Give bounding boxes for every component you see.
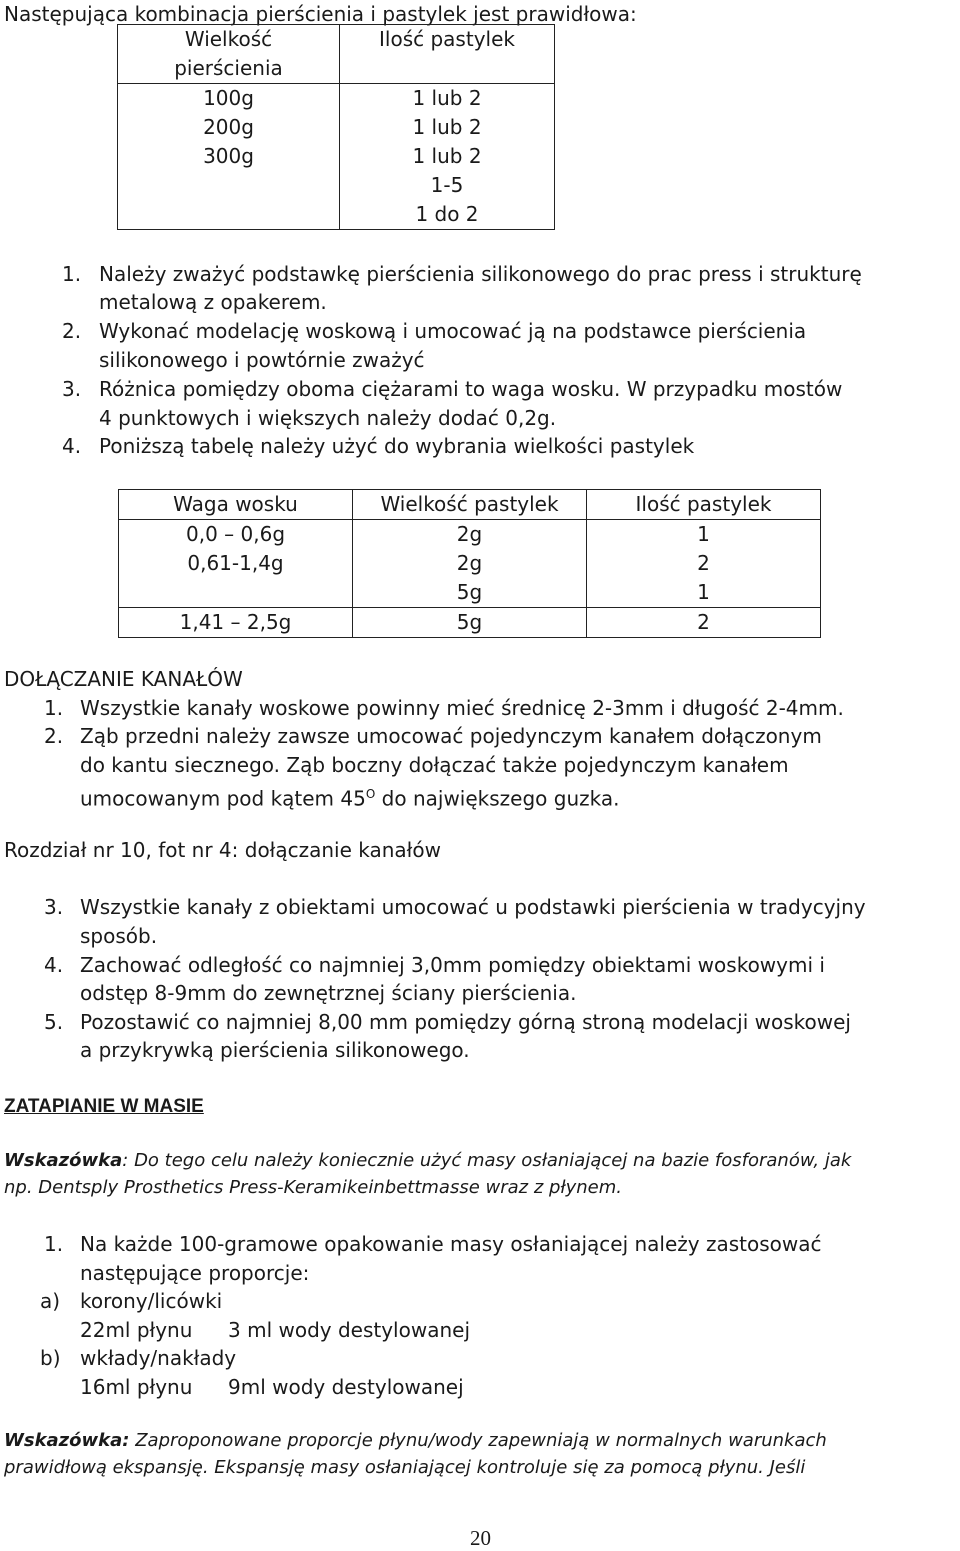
- step-number: 2.: [44, 724, 64, 748]
- step-text: do największego guzka.: [375, 786, 620, 811]
- wax-weight-table: [118, 489, 821, 638]
- table-header: pierścienia: [174, 56, 283, 80]
- step-text: 4 punktowych i większych należy dodać 0,2g.: [99, 406, 557, 430]
- ring-pellet-table: [117, 24, 555, 230]
- empty-line: [119, 578, 352, 607]
- step-text: Wszystkie kanały z obiektami umocować u podstawki pierścienia w tradycyjny: [80, 895, 866, 919]
- ring-size-values: [118, 84, 340, 230]
- section-heading: DOŁĄCZANIE KANAŁÓW: [4, 667, 243, 691]
- table-header-cell: [353, 490, 587, 520]
- table-header: Ilość pastylek: [379, 27, 515, 51]
- pellet-size: 2g: [456, 522, 483, 546]
- table-cell: 1-5: [430, 173, 464, 197]
- ring-size-cell: [118, 25, 340, 84]
- table-cell: 300g: [203, 144, 254, 168]
- table-cell: 1 lub 2: [412, 115, 482, 139]
- table-cell: [119, 608, 353, 638]
- wax-weight: 1,41 – 2,5g: [179, 610, 292, 634]
- pellet-size: 5g: [456, 580, 483, 604]
- section-heading-investing: ZATAPIANIE W MASIE: [4, 1096, 204, 1117]
- step-text: następujące proporcje:: [80, 1261, 310, 1285]
- table-header: Ilość pastylek: [635, 492, 772, 516]
- pellet-size: 2g: [456, 551, 483, 575]
- tip-label: Wskazówka: [4, 1150, 123, 1171]
- step-text: Na każde 100-gramowe opakowanie masy osłaniającej należy zastosować: [80, 1232, 822, 1256]
- step-text: umocowanym pod kątem 45: [80, 786, 366, 811]
- degree-symbol: O: [365, 787, 376, 801]
- step-number: 3.: [44, 895, 64, 919]
- table-cell: [353, 520, 587, 608]
- step-number: 5.: [44, 1010, 64, 1034]
- tip-line: [4, 1427, 827, 1455]
- water-amount: 3 ml wody destylowanej: [228, 1318, 471, 1342]
- tip-text: : Do tego celu należy koniecznie użyć masy osłaniającej na bazie fosforanów, jak: [122, 1150, 852, 1171]
- step-number: 1.: [62, 262, 82, 286]
- liquid-amount: 16ml płynu: [80, 1375, 193, 1399]
- pellet-count: 2: [697, 610, 710, 634]
- item-label: korony/licówki: [80, 1289, 223, 1313]
- tip-line: [4, 1147, 851, 1175]
- step-text-with-degree: [80, 780, 619, 813]
- pellet-count: 1: [697, 580, 710, 604]
- step-text: Zachować odległość co najmniej 3,0mm pomiędzy obiektami woskowymi i: [80, 953, 825, 977]
- liquid-amount: 22ml płynu: [80, 1318, 193, 1342]
- step-text: sposób.: [80, 924, 158, 948]
- wax-weight: 0,0 – 0,6g: [185, 522, 286, 546]
- step-number: 4.: [44, 953, 64, 977]
- table-cell: 100g: [203, 86, 254, 110]
- step-number: 3.: [62, 377, 82, 401]
- table-cell: [353, 608, 587, 638]
- intro-text: Następująca kombinacja pierścienia i pastylek jest prawidłowa:: [4, 2, 637, 26]
- table-cell: [587, 608, 821, 638]
- table-cell: 1 lub 2: [412, 86, 482, 110]
- item-label: wkłady/nakłady: [80, 1346, 237, 1370]
- table-header: Wielkość: [184, 27, 273, 51]
- step-text: Poniższą tabelę należy użyć do wybrania wielkości pastylek: [99, 434, 695, 458]
- pellet-count-cell: [340, 25, 555, 84]
- table-header: Wielkość pastylek: [380, 492, 559, 516]
- table-cell: [118, 171, 339, 200]
- table-cell: [118, 200, 339, 229]
- tip-label: Wskazówka:: [4, 1430, 130, 1451]
- step-text: silikonowego i powtórnie zważyć: [99, 348, 425, 372]
- photo-reference: Rozdział nr 10, fot nr 4: dołączanie kanałów: [4, 838, 441, 862]
- tip-text: np. Dentsply Prosthetics Press-Keramikeinbettmasse wraz z płynem.: [4, 1177, 622, 1198]
- table-cell: 1 lub 2: [412, 144, 482, 168]
- step-text: Wykonać modelację woskową i umocować ją na podstawce pierścienia: [99, 319, 807, 343]
- step-text: Pozostawić co najmniej 8,00 mm pomiędzy górną stroną modelacji woskowej: [80, 1010, 851, 1034]
- step-text: Należy zważyć podstawkę pierścienia silikonowego do prac press i strukturę: [99, 262, 862, 286]
- step-text: Różnica pomiędzy oboma ciężarami to waga wosku. W przypadku mostów: [99, 377, 843, 401]
- step-text: a przykrywką pierścienia silikonowego.: [80, 1038, 470, 1062]
- table-header-cell: [587, 490, 821, 520]
- step-number: 2.: [62, 319, 82, 343]
- step-text: do kantu siecznego. Ząb boczny dołączać także pojedynczym kanałem: [80, 753, 789, 777]
- tip-text: prawidłową ekspansję. Ekspansję masy osłaniającej kontroluje się za pomocą płynu. Jeśli: [4, 1457, 806, 1478]
- pellet-count-values: [340, 84, 555, 230]
- tip-text: Zaproponowane proporcje płynu/wody zapewniają w normalnych warunkach: [129, 1430, 827, 1451]
- item-letter: b): [40, 1346, 61, 1370]
- step-number: 1.: [44, 1232, 64, 1256]
- water-amount: 9ml wody destylowanej: [228, 1375, 464, 1399]
- step-text: metalową z opakerem.: [99, 290, 327, 314]
- pellet-size: 5g: [456, 610, 483, 634]
- item-letter: a): [40, 1289, 61, 1313]
- table-cell: [119, 520, 353, 608]
- wax-weight: 0,61-1,4g: [187, 551, 284, 575]
- step-number: 4.: [62, 434, 82, 458]
- table-header: Waga wosku: [173, 492, 298, 516]
- step-text: Ząb przedni należy zawsze umocować pojedynczym kanałem dołączonym: [80, 724, 822, 748]
- table-cell: [587, 520, 821, 608]
- pellet-count: 1: [697, 522, 710, 546]
- step-text: Wszystkie kanały woskowe powinny mieć średnicę 2-3mm i długość 2-4mm.: [80, 696, 844, 720]
- pellet-count: 2: [697, 551, 710, 575]
- table-header-cell: [119, 490, 353, 520]
- step-number: 1.: [44, 696, 64, 720]
- table-cell: 1 do 2: [415, 202, 479, 226]
- step-text: odstęp 8-9mm do zewnętrznej ściany pierścienia.: [80, 981, 577, 1005]
- page-number: 20: [470, 1526, 491, 1550]
- table-cell: 200g: [203, 115, 254, 139]
